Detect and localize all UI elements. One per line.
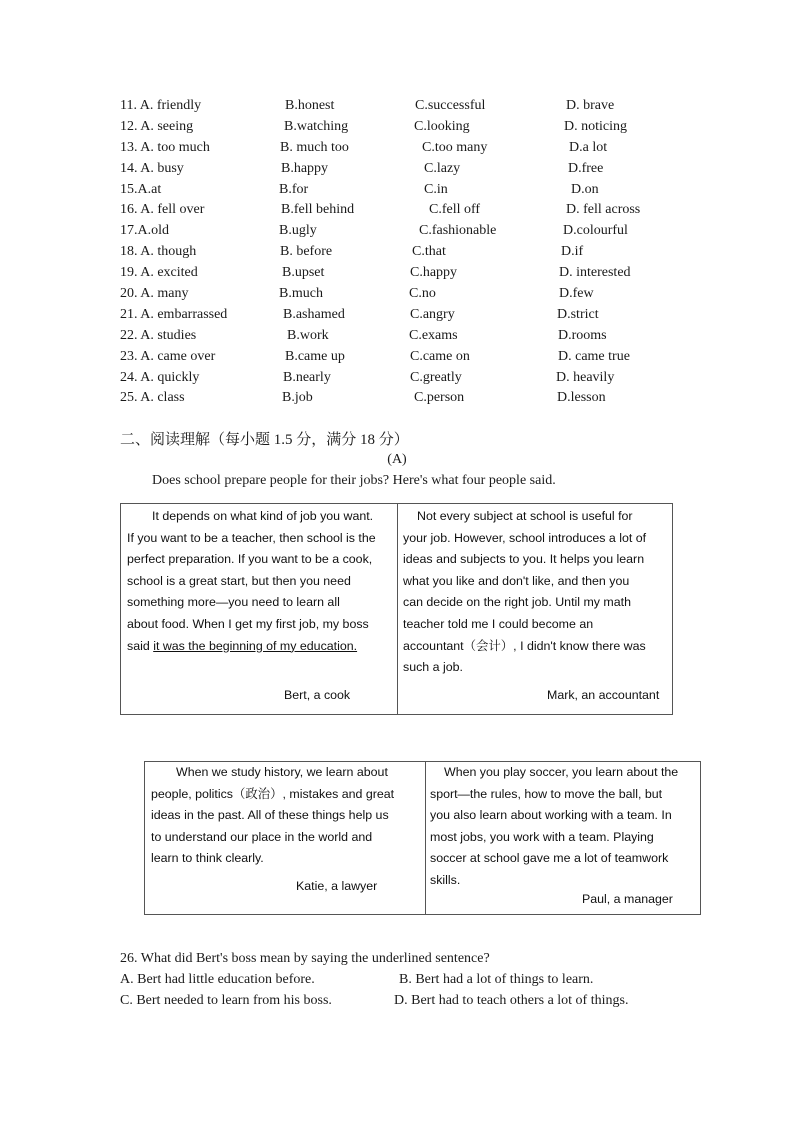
option-b: B. before	[280, 244, 333, 260]
option-c: C.successful	[415, 98, 486, 113]
option-b: B.fell behind	[281, 202, 355, 218]
cloze-question-row	[0, 326, 794, 347]
option-c: C.too many	[422, 139, 488, 155]
cloze-question-row	[0, 200, 794, 221]
cloze-question-row	[0, 284, 794, 305]
q26-option-a: A. Bert had little education before.	[120, 972, 315, 987]
katie-opinion	[151, 762, 421, 893]
option-a: 22. A. studies	[120, 327, 197, 343]
text-line: When we study history, we learn about	[176, 765, 388, 779]
text-line: perfect preparation. If you want to be a cook,	[127, 552, 373, 567]
option-d: D.colourful	[563, 223, 628, 239]
option-a: 20. A. many	[120, 286, 189, 302]
text-line: accountant（会计）, I didn't know there was	[403, 638, 646, 653]
q26-option-d: D. Bert had to teach others a lot of things.	[394, 993, 629, 1008]
option-c: C.angry	[410, 306, 455, 322]
text-line: When you play soccer, you learn about the	[444, 765, 679, 779]
option-c: C.fashionable	[419, 223, 497, 239]
katie-text	[151, 762, 421, 870]
text-line: ideas in the past. All of these things help us	[151, 808, 389, 823]
option-d: D. heavily	[556, 369, 615, 385]
option-d: D. came true	[558, 348, 630, 364]
option-d: D. fell across	[566, 202, 641, 218]
mark-text	[403, 506, 671, 679]
text-line: If you want to be a teacher, then school is the	[127, 530, 376, 545]
cloze-question-row	[0, 305, 794, 326]
text-line: about food. When I get my first job, my boss	[127, 616, 369, 631]
option-d: D. noticing	[564, 118, 627, 134]
cloze-question-row	[0, 263, 794, 284]
option-d: D.lesson	[557, 390, 606, 406]
option-a: 17.A.old	[120, 223, 169, 239]
option-b: B.ashamed	[283, 306, 345, 322]
text-line: school is a great start, but then you need	[127, 573, 351, 588]
option-a: 18. A. though	[120, 244, 197, 260]
option-c: C.greatly	[410, 369, 462, 385]
option-c: C.lazy	[424, 160, 461, 176]
option-d: D. interested	[559, 265, 631, 281]
option-b: B.much	[279, 286, 323, 302]
option-a: 13. A. too much	[120, 139, 210, 155]
option-c: C.that	[412, 244, 446, 260]
option-d: D.free	[568, 160, 604, 176]
option-c: C.looking	[414, 118, 470, 134]
option-b: B.ugly	[279, 223, 317, 239]
cloze-question-row	[0, 96, 794, 117]
option-d: D.strict	[557, 306, 599, 322]
text-line: you also learn about working with a team. In	[430, 808, 672, 823]
passage-label: (A)	[387, 452, 407, 467]
cloze-question-row	[0, 159, 794, 180]
q26-option-c: C. Bert needed to learn from his boss.	[120, 993, 332, 1008]
q26-option-b: B. Bert had a lot of things to learn.	[399, 972, 594, 987]
text-line: learn to think clearly.	[151, 851, 264, 866]
option-c: C.happy	[410, 265, 458, 281]
option-b: B.nearly	[283, 369, 331, 385]
option-a: 24. A. quickly	[120, 369, 200, 385]
option-b: B.watching	[284, 118, 349, 134]
cloze-question-row	[0, 368, 794, 389]
option-a: 23. A. came over	[120, 348, 216, 364]
option-d: D.if	[561, 244, 584, 260]
option-d: D.on	[571, 181, 599, 197]
option-a: 15.A.at	[120, 181, 162, 197]
text-line: ideas and subjects to you. It helps you learn	[403, 552, 645, 567]
option-c: C.no	[409, 286, 436, 302]
text-line: teacher told me I could become an	[403, 616, 594, 631]
option-a: 21. A. embarrassed	[120, 306, 228, 322]
cloze-question-row	[0, 242, 794, 263]
cloze-question-row	[0, 347, 794, 368]
text-line: can decide on the right job. Until my math	[403, 595, 631, 610]
option-c: C.in	[424, 181, 448, 197]
paul-signature: Paul, a manager	[582, 892, 673, 906]
option-b: B.honest	[285, 98, 335, 113]
text-line: sport—the rules, how to move the ball, but	[430, 786, 663, 801]
option-a: 12. A. seeing	[120, 118, 194, 134]
passage-intro: Does school prepare people for their jobs? Here's what four people said.	[152, 473, 556, 488]
option-d: D.few	[559, 286, 594, 302]
option-c: C.exams	[409, 327, 458, 343]
text-line: such a job.	[403, 660, 463, 675]
option-d: D. brave	[566, 98, 615, 113]
bert-text	[127, 506, 395, 636]
option-b: B.for	[279, 181, 309, 197]
option-c: C.came on	[410, 348, 470, 364]
option-b: B.came up	[285, 348, 345, 364]
text-line: Not every subject at school is useful for	[417, 509, 633, 523]
option-a: 19. A. excited	[120, 265, 198, 281]
cloze-question-row	[0, 180, 794, 201]
bert-last-line: said it was the beginning of my education.	[127, 638, 358, 653]
cloze-question-row	[0, 388, 794, 409]
text-line: something more—you need to learn all	[127, 595, 340, 610]
option-d: D.a lot	[569, 139, 608, 155]
option-a: 14. A. busy	[120, 160, 184, 176]
option-c: C.person	[414, 390, 465, 406]
option-b: B.upset	[282, 265, 325, 281]
text-line: your job. However, school introduces a lot of	[403, 530, 647, 545]
text-line: soccer at school gave me a lot of teamwork	[430, 851, 669, 866]
mark-opinion	[403, 506, 671, 702]
option-c: C.fell off	[429, 202, 481, 218]
question-26: 26. What did Bert's boss mean by saying the underlined sentence?	[120, 951, 490, 966]
text-line: most jobs, you work with a team. Playing	[430, 829, 654, 844]
text-line: what you like and don't like, and then you	[403, 573, 630, 588]
option-a: 25. A. class	[120, 390, 185, 406]
cloze-question-row	[0, 221, 794, 242]
cloze-question-row	[0, 138, 794, 159]
cloze-options-list	[0, 96, 794, 409]
katie-signature: Katie, a lawyer	[296, 879, 378, 893]
paul-opinion	[430, 762, 698, 906]
paul-text	[430, 762, 698, 892]
mark-signature: Mark, an accountant	[547, 688, 660, 702]
section-title: 二、阅读理解（每小题 1.5 分，满分 18 分）	[120, 432, 409, 448]
text-line: to understand our place in the world and	[151, 829, 373, 844]
option-b: B.happy	[281, 160, 329, 176]
bert-signature: Bert, a cook	[284, 688, 351, 702]
underlined-sentence: it was the beginning of my education.	[153, 638, 358, 653]
option-b: B. much too	[280, 139, 349, 155]
cloze-question-row	[0, 117, 794, 138]
option-a: 16. A. fell over	[120, 202, 205, 218]
text-line: It depends on what kind of job you want.	[152, 509, 374, 523]
text-line: skills.	[430, 872, 461, 887]
text-line: people, politics（政治）, mistakes and great	[151, 786, 395, 801]
bert-opinion	[127, 506, 395, 702]
option-d: D.rooms	[558, 327, 607, 343]
option-b: B.job	[282, 390, 313, 406]
option-a: 11. A. friendly	[120, 98, 202, 113]
option-b: B.work	[287, 327, 329, 343]
